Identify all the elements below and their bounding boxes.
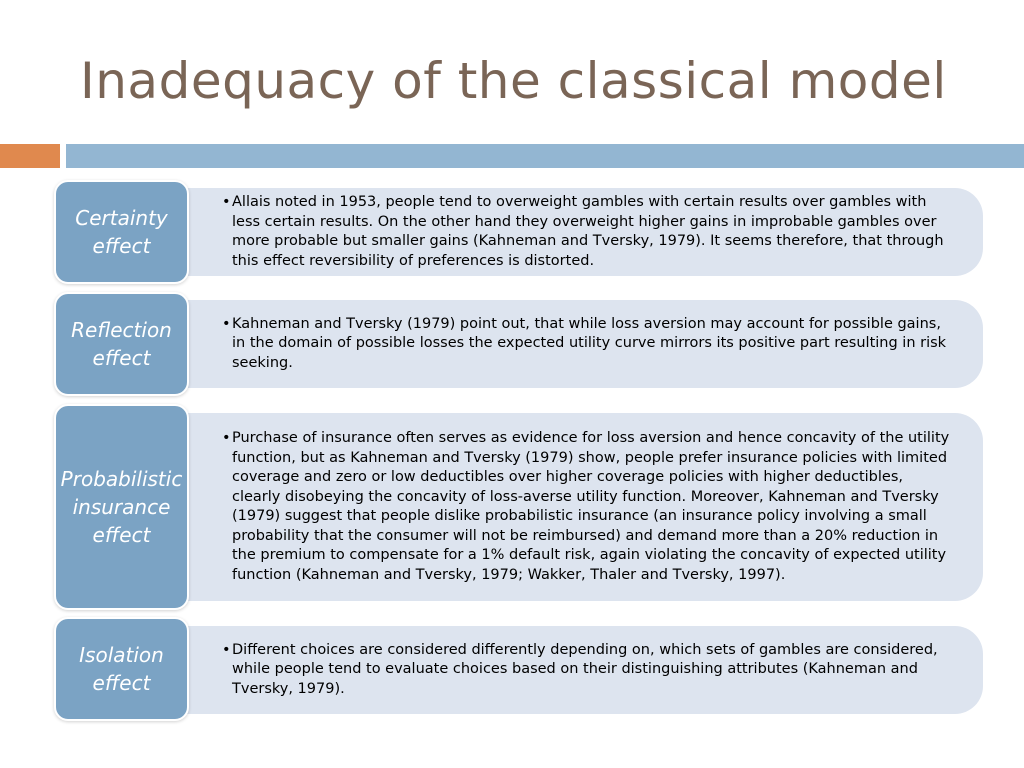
bullet-text: • Allais noted in 1953, people tend to overweight gambles with certain results over gambles with less certain results. On the other hand they overweight higher gains in improbable gambles over more probable but smaller gains (Kahneman and Tversky, 1979). It seems therefore, that through this effect reversibility of preferences is distorted. <box>230 193 953 271</box>
description-card <box>186 300 983 388</box>
label-tab: Reflection effect <box>54 292 189 396</box>
label-tab: Certainty effect <box>54 180 189 284</box>
label-tab: Probabilistic insurance effect <box>54 404 189 610</box>
description-card <box>186 626 983 714</box>
bullet-text: • Purchase of insurance often serves as evidence for loss aversion and hence concavity of the utility function, but as Kahneman and Tversky (1979) show, people prefer insurance policies with limited coverage and zero or low deductibles over higher coverage policies with higher deductibles, clearly disobeying the concavity of loss-averse utility function. Moreover, Kahneman and Tversky (1979) suggest that people dislike probabilistic insurance (an insurance policy involving a small probability that the consumer will not be reimbursed) and demand more than a 20% reduction in the premium to compensate for a 1% default risk, again violating the concavity of expected utility function (Kahneman and Tversky, 1979; Wakker, Thaler and Tversky, 1997). <box>230 429 953 585</box>
bullet-text: • Different choices are considered differently depending on, which sets of gambles are considered, while people tend to evaluate choices based on their distinguishing attributes (Kahneman and Tversky, 1979). <box>230 641 953 700</box>
label-tab: Isolation effect <box>54 617 189 721</box>
accent-bar <box>0 144 60 168</box>
description-card <box>186 413 983 601</box>
slide-title: Inadequacy of the classical model <box>80 52 947 110</box>
bullet-text: • Kahneman and Tversky (1979) point out, that while loss aversion may account for possible gains, in the domain of possible losses the expected utility curve mirrors its positive part resulting in risk seeking. <box>230 315 953 374</box>
header-bar <box>66 144 1024 168</box>
description-card <box>186 188 983 276</box>
